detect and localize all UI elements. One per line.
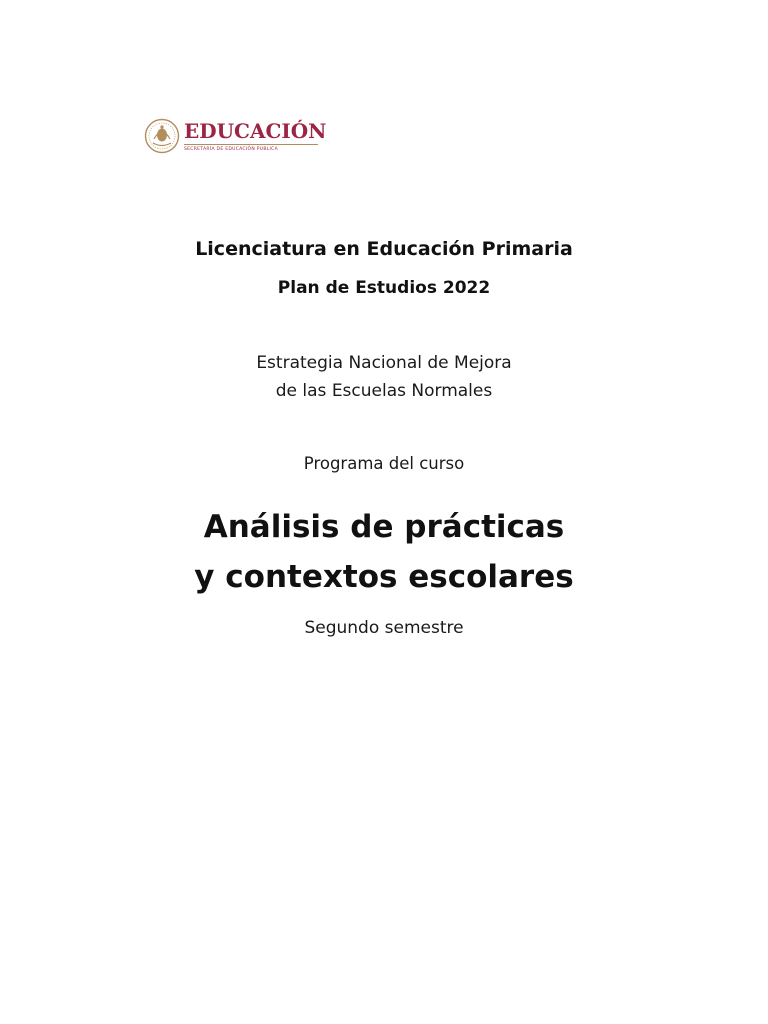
program-label: Programa del curso xyxy=(303,454,465,473)
course-title-line-2: y contextos escolares xyxy=(194,559,574,595)
logo-divider xyxy=(184,144,318,145)
strategy-line-1: Estrategia Nacional de Mejora xyxy=(256,353,512,373)
sep-logo xyxy=(144,112,344,160)
semester-label: Segundo semestre xyxy=(304,618,464,638)
study-plan: Plan de Estudios 2022 xyxy=(277,278,491,298)
strategy-text xyxy=(0,349,768,405)
degree-title: Licenciatura en Educación Primaria xyxy=(195,238,573,260)
course-title xyxy=(0,502,768,602)
logo-wordmark: EDUCACIÓN xyxy=(184,119,327,143)
logo-subtitle: SECRETARÍA DE EDUCACIÓN PÚBLICA xyxy=(184,147,278,152)
logo-text xyxy=(184,120,326,152)
course-title-line-1: Análisis de prácticas xyxy=(203,509,565,545)
national-seal-icon xyxy=(144,118,180,154)
strategy-line-2: de las Escuelas Normales xyxy=(275,381,493,401)
